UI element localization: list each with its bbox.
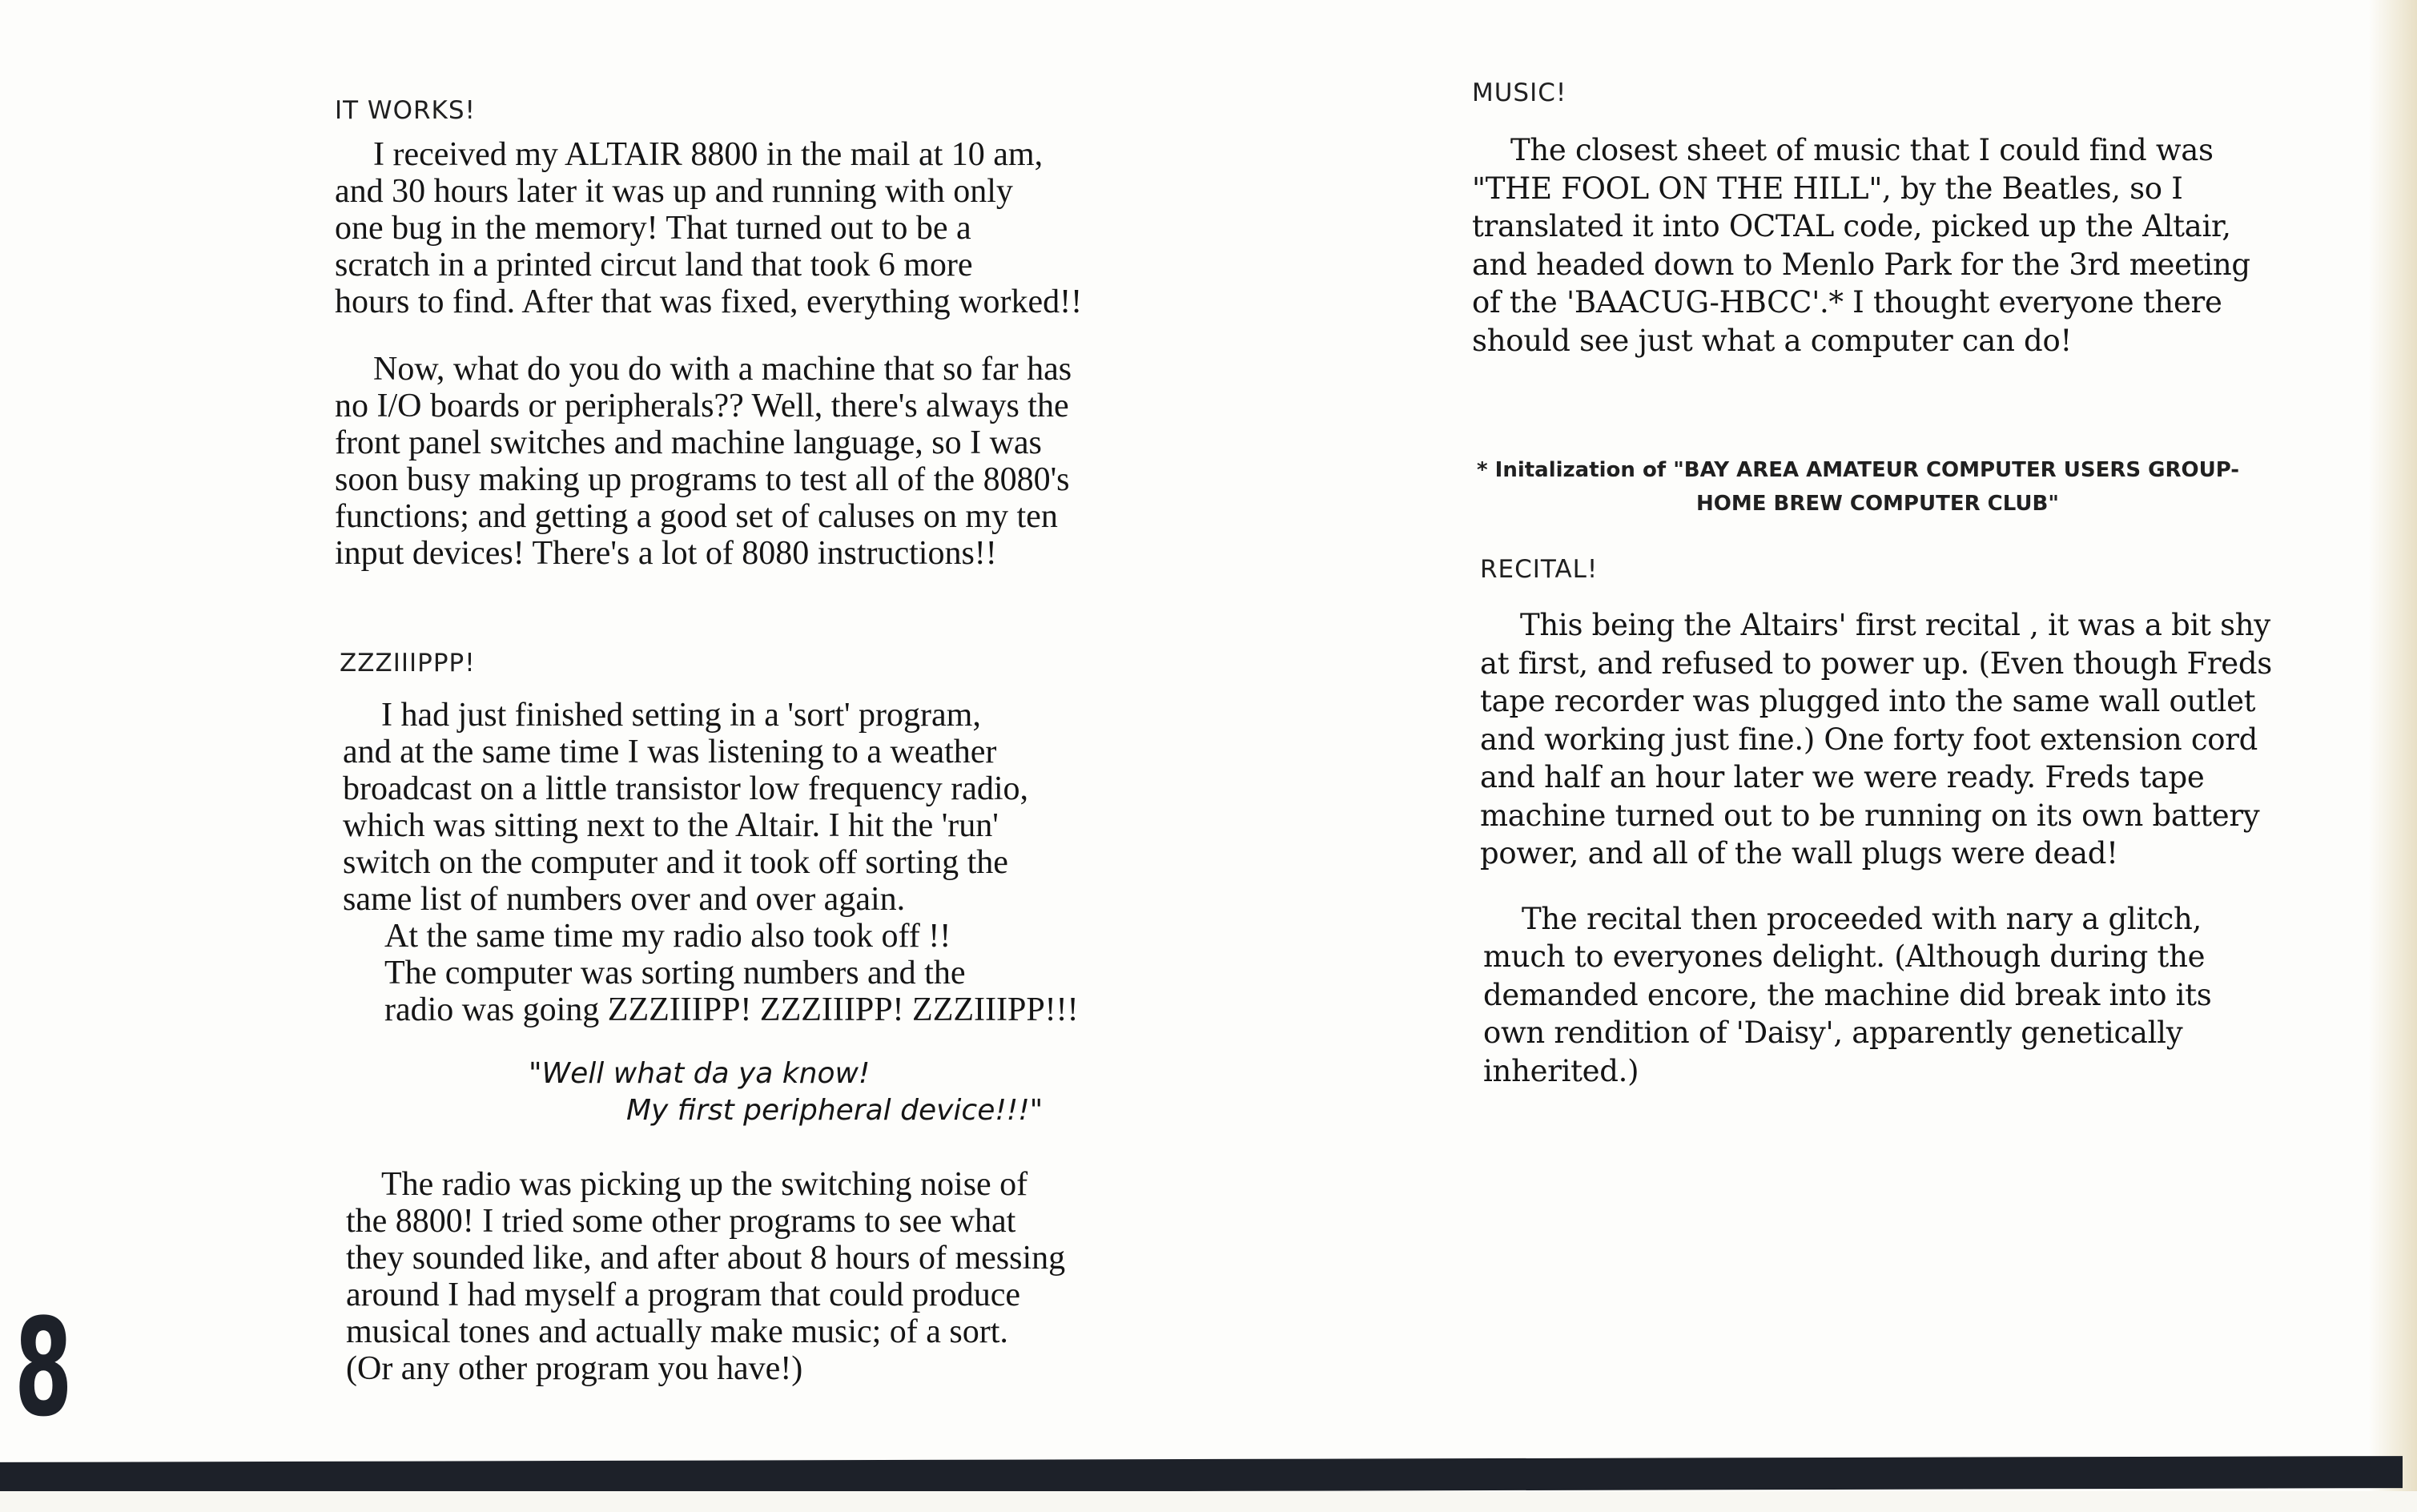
quote-first-peripheral (328, 1056, 1225, 1129)
text-line: around I had myself a program that could produce (346, 1277, 1021, 1313)
text-line: This being the Altairs' first recital , it was a bit shy (1520, 608, 2270, 642)
quote-line: My first peripheral device!!!" (626, 1094, 1044, 1127)
text-line: front panel switches and machine language, so I was (335, 424, 1042, 461)
text-line: power, and all of the wall plugs were dead! (1480, 836, 2118, 871)
text-line: At the same time my radio also took off !! (384, 918, 951, 955)
heading-it-works: IT WORKS! (335, 96, 476, 125)
text-line: tape recorder was plugged into the same wall outlet (1480, 684, 2256, 718)
text-line: inherited.) (1483, 1053, 1639, 1088)
text-line: I had just finished setting in a 'sort' program, (381, 697, 981, 734)
right-column (1466, 78, 2363, 1090)
footnote-baacug (1466, 452, 2363, 521)
text-line: and half an hour later we were ready. Freds tape (1480, 760, 2205, 794)
text-line: and 30 hours later it was up and running with only (335, 173, 1013, 210)
heading-music: MUSIC! (1472, 78, 1567, 107)
text-line: the 8800! I tried some other programs to see what (346, 1203, 1016, 1240)
text-line: soon busy making up programs to test all of the 8080's (335, 461, 1070, 498)
text-line: I received my ALTAIR 8800 in the mail at 10 am, (373, 136, 1044, 173)
paragraph-recital-1 (1466, 606, 2363, 873)
paragraph-it-works-1 (328, 136, 1225, 320)
text-line: and working just fine.) One forty foot extension cord (1480, 722, 2258, 757)
text-line: which was sitting next to the Altair. I hit the 'run' (343, 807, 999, 844)
text-line: broadcast on a little transistor low frequency radio, (343, 770, 1029, 807)
text-line: of the 'BAACUG-HBCC'.* I thought everyone there (1472, 285, 2222, 320)
text-line: (Or any other program you have!) (346, 1350, 803, 1387)
text-line: input devices! There's a lot of 8080 instructions!! (335, 535, 997, 572)
bottom-rule (0, 1456, 2403, 1494)
text-line: The recital then proceeded with nary a glitch, (1522, 901, 2202, 936)
text-line: own rendition of 'Daisy', apparently genetically (1483, 1015, 2183, 1050)
quote-line: "Well what da ya know! (529, 1057, 871, 1090)
paragraph-it-works-2 (328, 351, 1225, 572)
text-line: and at the same time I was listening to a weather (343, 734, 997, 770)
text-line: hours to find. After that was fixed, everything worked!! (335, 284, 1083, 320)
text-line: The closest sheet of music that I could find was (1510, 133, 2214, 167)
text-line: Now, what do you do with a machine that so far has (373, 351, 1072, 388)
paper-edge (2369, 0, 2417, 1512)
paragraph-music (1466, 131, 2363, 360)
text-line: The radio was picking up the switching noise of (381, 1166, 1028, 1203)
text-line: at first, and refused to power up. (Even though Freds (1480, 645, 2272, 681)
text-line: scratch in a printed circut land that took 6 more (335, 247, 973, 284)
paragraph-zzziiippp-1 (328, 697, 1225, 918)
text-line: machine turned out to be running on its own battery (1480, 798, 2260, 833)
text-line: translated it into OCTAL code, picked up the Altair, (1472, 209, 2231, 243)
text-line: "THE FOOL ON THE HILL", by the Beatles, so I (1472, 171, 2183, 206)
text-line: one bug in the memory! That turned out to be a (335, 210, 971, 247)
paragraph-recital-2 (1466, 900, 2363, 1091)
page-bottom-margin (0, 1491, 2417, 1512)
page-number: 8 (14, 1289, 71, 1446)
text-line: much to everyones delight. (Although during the (1483, 939, 2206, 974)
text-line: The computer was sorting numbers and the (384, 955, 966, 991)
text-line: radio was going ZZZIIIPP! ZZZIIIPP! ZZZIIIPP!!! (384, 991, 1079, 1028)
text-line: no I/O boards or peripherals?? Well, there's always the (335, 388, 1069, 424)
text-line: should see just what a computer can do! (1472, 323, 2072, 358)
text-line: and headed down to Menlo Park for the 3rd meeting (1472, 247, 2250, 282)
heading-zzziiippp: ZZZIIIPPP! (340, 649, 476, 678)
text-line: same list of numbers over and over again. (343, 881, 906, 918)
paragraph-zzziiippp-2 (328, 1166, 1225, 1387)
footnote-line: HOME BREW COMPUTER CLUB" (1696, 492, 2059, 516)
text-line: functions; and getting a good set of caluses on my ten (335, 498, 1058, 535)
text-line: switch on the computer and it took off sorting the (343, 844, 1008, 881)
left-column (328, 96, 1225, 1387)
heading-recital: RECITAL! (1480, 555, 1599, 584)
text-line: demanded encore, the machine did break into its (1483, 977, 2212, 1012)
text-line: musical tones and actually make music; of a sort. (346, 1313, 1008, 1350)
footnote-line: * Initalization of "BAY AREA AMATEUR COMPUTER USERS GROUP- (1477, 458, 2240, 482)
text-line: they sounded like, and after about 8 hours of messing (346, 1240, 1066, 1277)
paragraph-radio-indented (384, 918, 1225, 1028)
